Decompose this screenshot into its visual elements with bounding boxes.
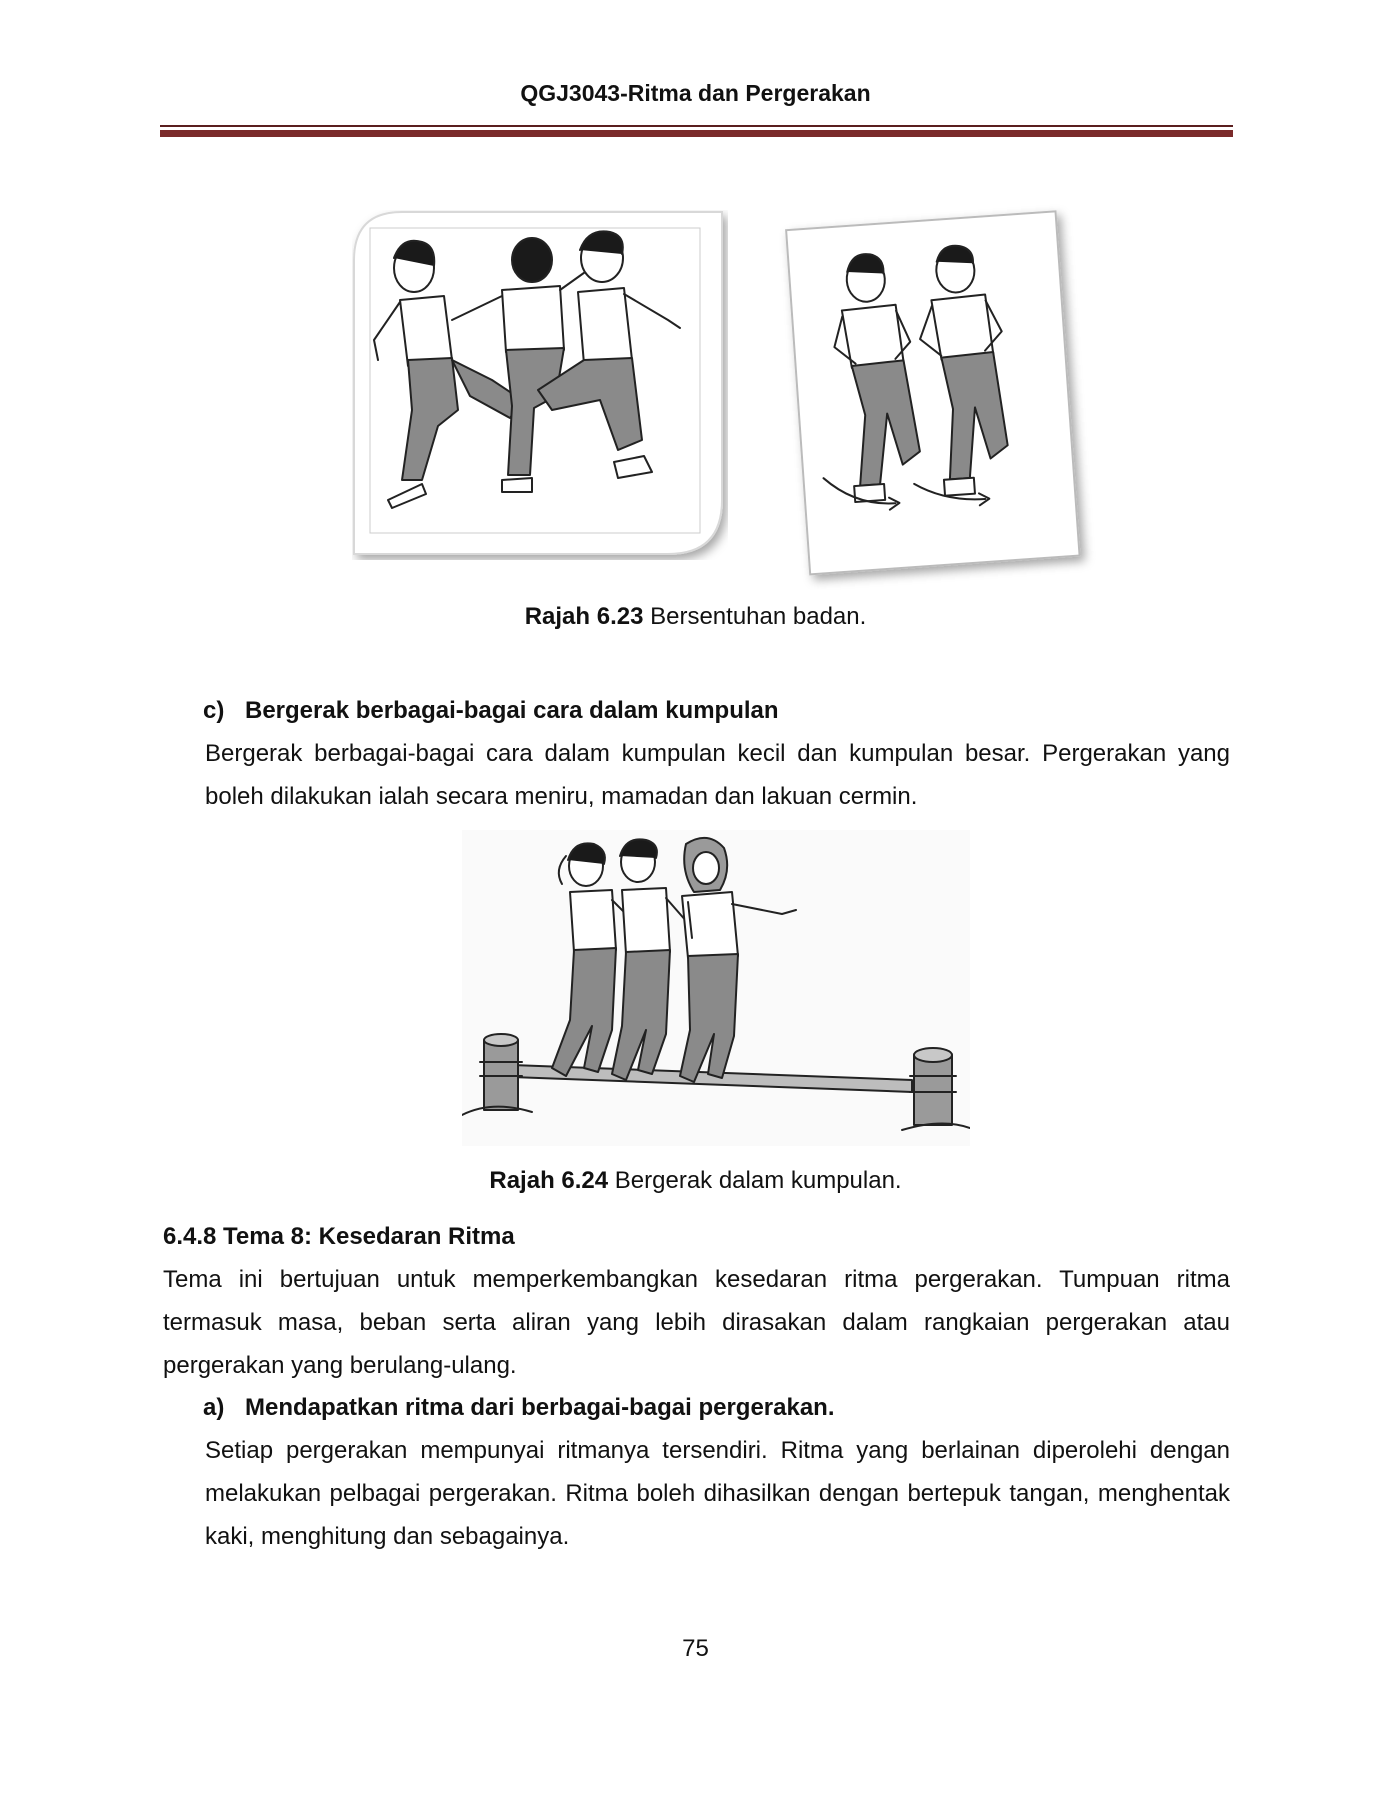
- figure-6-24-caption: [0, 1167, 1391, 1195]
- section-a-body: Setiap pergerakan mempunyai ritmanya tersendiri. Ritma yang berlainan diperolehi dengan melakukan pelbagai pergerakan. Ritma boleh dihasilkan dengan bertepuk tangan, menghentak kaki, menghitung dan sebagainya.: [205, 1437, 1230, 1550]
- section-a-title: Mendapatkan ritma dari berbagai-bagai pergerakan.: [245, 1394, 835, 1421]
- section-6-4-8-heading: 6.4.8 Tema 8: Kesedaran Ritma: [163, 1223, 515, 1250]
- running-header: QGJ3043-Ritma dan Pergerakan: [520, 80, 871, 106]
- figure-6-23-label: Rajah 6.23: [524, 603, 644, 630]
- figure-6-23-caption-text: Bersentuhan badan.: [650, 603, 867, 630]
- section-c-title: Bergerak berbagai-bagai cara dalam kumpulan: [245, 697, 779, 724]
- section-c-marker: c): [203, 697, 225, 724]
- figure-6-23-right-illustration: [778, 200, 1098, 590]
- figure-6-23-caption: [0, 603, 1391, 631]
- figure-6-23-left-illustration: [352, 210, 728, 560]
- section-a-marker: a): [203, 1394, 225, 1421]
- header-rule-thin: [160, 125, 1233, 127]
- section-c-heading: [203, 697, 779, 725]
- section-c-body: Bergerak berbagai-bagai cara dalam kumpulan kecil dan kumpulan besar. Pergerakan yang boleh dilakukan ialah secara meniru, mamadan dan lakuan cermin.: [205, 740, 1230, 810]
- section-6-4-8-body: Tema ini bertujuan untuk memperkembangkan kesedaran ritma pergerakan. Tumpuan ritma termasuk masa, beban serta aliran yang lebih dirasakan dalam rangkaian pergerakan atau pergerakan yang berulang-ulang.: [163, 1266, 1230, 1379]
- section-a-heading: [203, 1394, 835, 1422]
- figure-6-24-label: Rajah 6.24: [489, 1167, 609, 1194]
- figure-6-24-illustration: [462, 830, 970, 1146]
- figure-6-24-caption-text: Bergerak dalam kumpulan.: [614, 1167, 902, 1194]
- header-rule-thick: [160, 130, 1233, 137]
- page-number: 75: [682, 1635, 709, 1662]
